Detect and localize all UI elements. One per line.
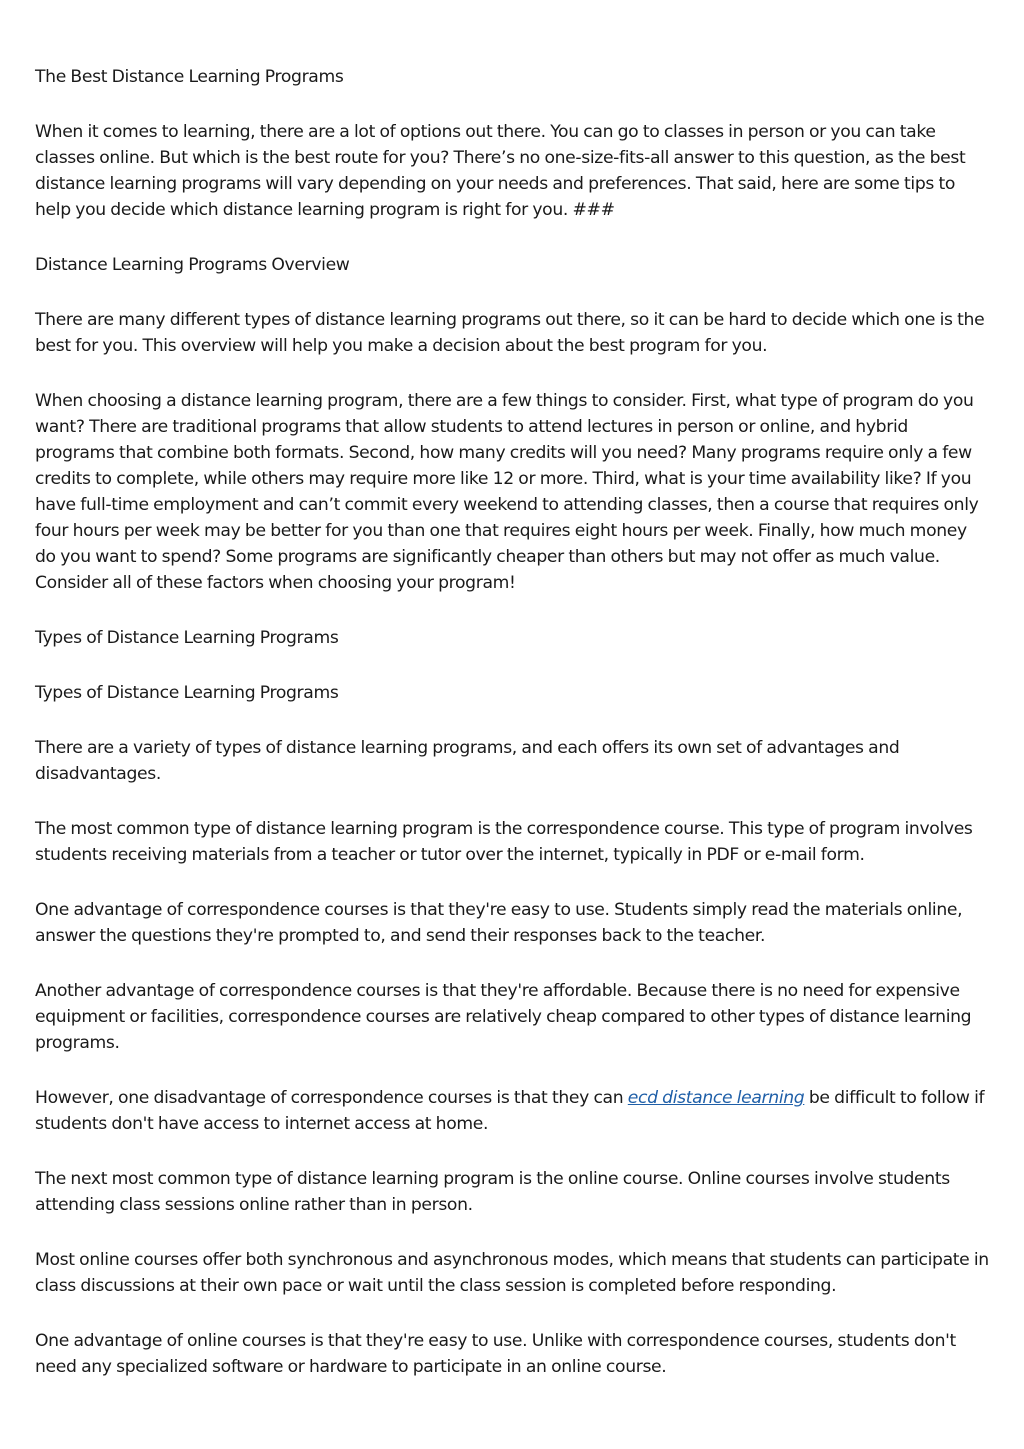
overview-paragraph-2: When choosing a distance learning program, there are a few things to consider. First, what type of program do you want? There are traditional programs that allow students to attend lectures in person or online, and hybrid programs that combine both formats. Second, how many credits will you need? Many programs require only a few credits to complete, while others may require more like 12 or more. Third, what is your time availability like? If you have full-time employment and can’t commit every weekend to attending classes, then a course that requires only four hours per week may be better for you than one that requires eight hours per week. Finally, how much money do you want to spend? Some programs are significantly cheaper than others but may not offer as much value. Consider all of these factors when choosing your program! bbox=[35, 391, 979, 593]
intro-paragraph: When it comes to learning, there are a lot of options out there. You can go to classes in person or you can take classes online. But which is the best route for you? There’s no one-size-fits-all answer to this question, as the best distance learning programs will vary depending on your needs and preferences. That said, here are some tips to help you decide which distance learning program is right for you. ### bbox=[35, 122, 966, 220]
online-paragraph-1: The next most common type of distance learning program is the online course. Online courses involve students attending class sessions online rather than in person. bbox=[35, 1169, 950, 1215]
types-paragraph-2: The most common type of distance learning program is the correspondence course. This type of program involves students receiving materials from a teacher or tutor over the internet, typically in PDF or e-mail form. bbox=[35, 819, 973, 865]
document-title: The Best Distance Learning Programs bbox=[35, 67, 344, 87]
online-paragraph-3: One advantage of online courses is that they're easy to use. Unlike with correspondence courses, students don't need any specialized software or hardware to participate in an online course. bbox=[35, 1331, 956, 1377]
types-heading-1: Types of Distance Learning Programs bbox=[35, 628, 339, 648]
disadvantage-paragraph bbox=[35, 1085, 991, 1137]
types-paragraph-4: Another advantage of correspondence courses is that they're affordable. Because there is no need for expensive equipment or facilities, correspondence courses are relatively cheap compared to other types of distance learning programs. bbox=[35, 981, 972, 1053]
overview-paragraph-1: There are many different types of distance learning programs out there, so it can be hard to decide which one is the best for you. This overview will help you make a decision about the best program for you. bbox=[35, 310, 985, 356]
types-paragraph-3: One advantage of correspondence courses is that they're easy to use. Students simply read the materials online, answer the questions they're prompted to, and send their responses back to the teacher. bbox=[35, 900, 963, 946]
types-paragraph-1: There are a variety of types of distance learning programs, and each offers its own set of advantages and disadvantages. bbox=[35, 738, 900, 784]
disadvantage-text-before: However, one disadvantage of correspondence courses is that they can bbox=[35, 1088, 628, 1108]
online-paragraph-2: Most online courses offer both synchronous and asynchronous modes, which means that students can participate in class discussions at their own pace or wait until the class session is completed before responding. bbox=[35, 1250, 989, 1296]
ecd-distance-learning-link[interactable]: ecd distance learning bbox=[627, 1088, 805, 1108]
document-body bbox=[35, 64, 991, 1409]
types-heading-2: Types of Distance Learning Programs bbox=[35, 683, 339, 703]
overview-heading: Distance Learning Programs Overview bbox=[35, 255, 350, 275]
disadvantage-text-after: be difficult to follow if students don't have access to internet access at home. bbox=[35, 1088, 985, 1134]
